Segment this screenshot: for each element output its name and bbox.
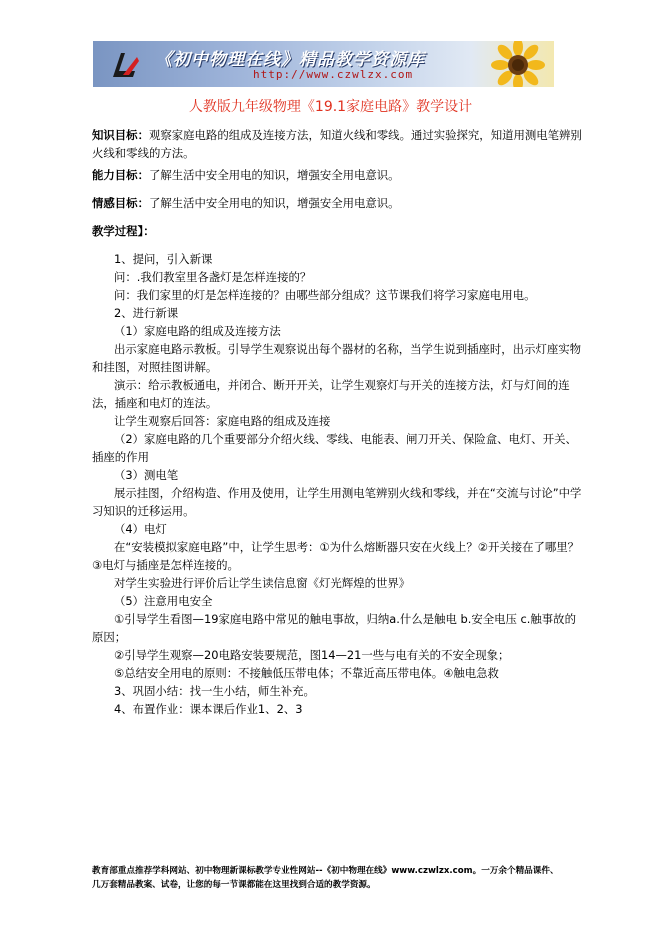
process-line: （2）家庭电路的几个重要部分介绍火线、零线、电能表、闸刀开关、保险盒、电灯、开关、插座的作用 [92,432,577,464]
footer-line: 教育部重点推荐学科网站、初中物理新课标教学专业性网站--《初中物理在线》www.czwlzx.com。一万余个精品课件、 [92,866,559,876]
process-line: 对学生实验进行评价后让学生读信息窗《灯光辉煌的世界》 [114,576,411,590]
process-line: 1、提问，引入新课 [114,252,213,266]
document-title: 人教版九年级物理《19.1家庭电路》教学设计 [188,99,473,115]
header-banner [93,41,554,87]
process-line: ⑤总结安全用电的原则：不接触低压带电体；不靠近高压带电体。④触电急救 [114,666,499,680]
process-heading: 教学过程】： [92,224,155,238]
knowledge-text: 观察家庭电路的组成及连接方法，知道火线和零线。通过实验探究，知道用测电笔辨别火线和零线的方法。 [92,128,582,160]
process-line: 3、巩固小结：找一生小结，师生补充。 [114,684,315,698]
knowledge-objective [92,126,584,162]
process-line: 在“安装模拟家庭电路”中，让学生思考：①为什么熔断器只安在火线上？②开关接在了哪里？③电灯与插座是怎样连接的。 [92,540,580,572]
process-line: ②引导学生观察—20电路安装要规范，图14—21一些与电有关的不安全现象； [114,648,510,662]
process-line: （5）注意用电安全 [114,594,213,608]
process-line: 问：.我们教室里各盏灯是怎样连接的？ [114,270,312,284]
czwlzx-logo-icon [107,47,141,81]
process-line: 让学生观察后回答：家庭电路的组成及连接 [114,414,331,428]
emotion-text: 了解生活中安全用电的知识，增强安全用电意识。 [148,196,400,210]
process-line: 展示挂图，介绍构造、作用及使用，让学生用测电笔辨别火线和零线，并在“交流与讨论”中学习知识的迁移运用。 [92,486,582,518]
process-line: 2、进行新课 [114,306,179,320]
process-line: （3）测电笔 [114,468,179,482]
page-footer [92,864,592,892]
ability-label: 能力目标： [92,168,149,182]
process-line: 出示家庭电路示教板。引导学生观察说出每个器材的名称，当学生说到插座时，出示灯座实物和挂图，对照挂图讲解。 [92,342,582,374]
document-body [92,126,584,718]
process-line: ①引导学生看图—19家庭电路中常见的触电事故，归纳a.什么是触电 b.安全电压 c.触事故的原因； [92,612,576,644]
ability-text: 了解生活中安全用电的知识，增强安全用电意识。 [148,168,400,182]
process-line: 4、布置作业：课本课后作业1、2、3 [114,702,303,716]
sunflower-icon [490,41,546,87]
ability-objective [92,166,584,184]
footer-line: 几万套精品教案、试卷，让您的每一节课都能在这里找到合适的教学资源。 [92,880,376,890]
banner-url[interactable]: http://www.czwlzx.com [253,68,414,81]
process-line: 演示：给示教板通电，并闭合、断开开关，让学生观察灯与开关的连接方法，灯与灯间的连法，插座和电灯的连法。 [92,378,570,410]
process-line: 问：我们家里的灯是怎样连接的？由哪些部分组成？这节课我们将学习家庭电用电。 [114,288,536,302]
knowledge-label: 知识目标： [92,128,149,142]
emotion-label: 情感目标： [92,196,149,210]
process-line: （4）电灯 [114,522,167,536]
process-line: （1）家庭电路的组成及连接方法 [114,324,281,338]
banner-title: 《初中物理在线》精品教学资源库 [155,50,425,70]
emotion-objective [92,194,584,212]
